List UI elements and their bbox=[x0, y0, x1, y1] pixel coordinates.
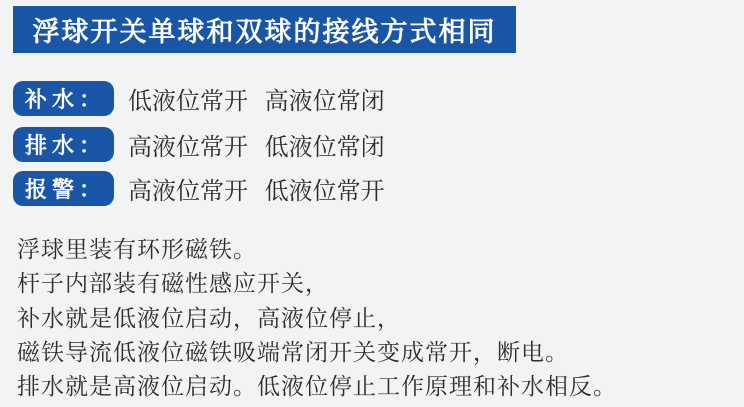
description-line-5: 排水就是高液位启动。低液位停止工作原理和补水相反。 bbox=[17, 373, 617, 400]
wiring-row-alarm bbox=[13, 171, 385, 206]
wiring-row-water-supply bbox=[13, 81, 385, 116]
alarm-value: 高液位常开 低液位常开 bbox=[128, 178, 385, 205]
description-line-1: 浮球里装有环形磁铁。 bbox=[17, 236, 257, 262]
description-line-3: 补水就是低液位启动，高液位停止， bbox=[17, 304, 401, 331]
page-title: 浮球开关单球和双球的接线方式相同 bbox=[32, 17, 497, 47]
water-supply-badge: 补水： bbox=[13, 81, 114, 116]
water-supply-value: 低液位常开 高液位常闭 bbox=[128, 88, 385, 115]
drainage-value: 高液位常开 低液位常闭 bbox=[128, 134, 385, 161]
description-paragraph bbox=[17, 232, 617, 403]
drainage-badge: 排水： bbox=[13, 127, 114, 162]
wiring-row-drainage bbox=[13, 127, 385, 162]
alarm-badge: 报警： bbox=[13, 171, 114, 206]
title-banner bbox=[13, 6, 516, 53]
description-line-2: 杆子内部装有磁性感应开关， bbox=[17, 270, 329, 297]
description-line-4: 磁铁导流低液位磁铁吸端常闭开关变成常开，断电。 bbox=[17, 338, 569, 365]
